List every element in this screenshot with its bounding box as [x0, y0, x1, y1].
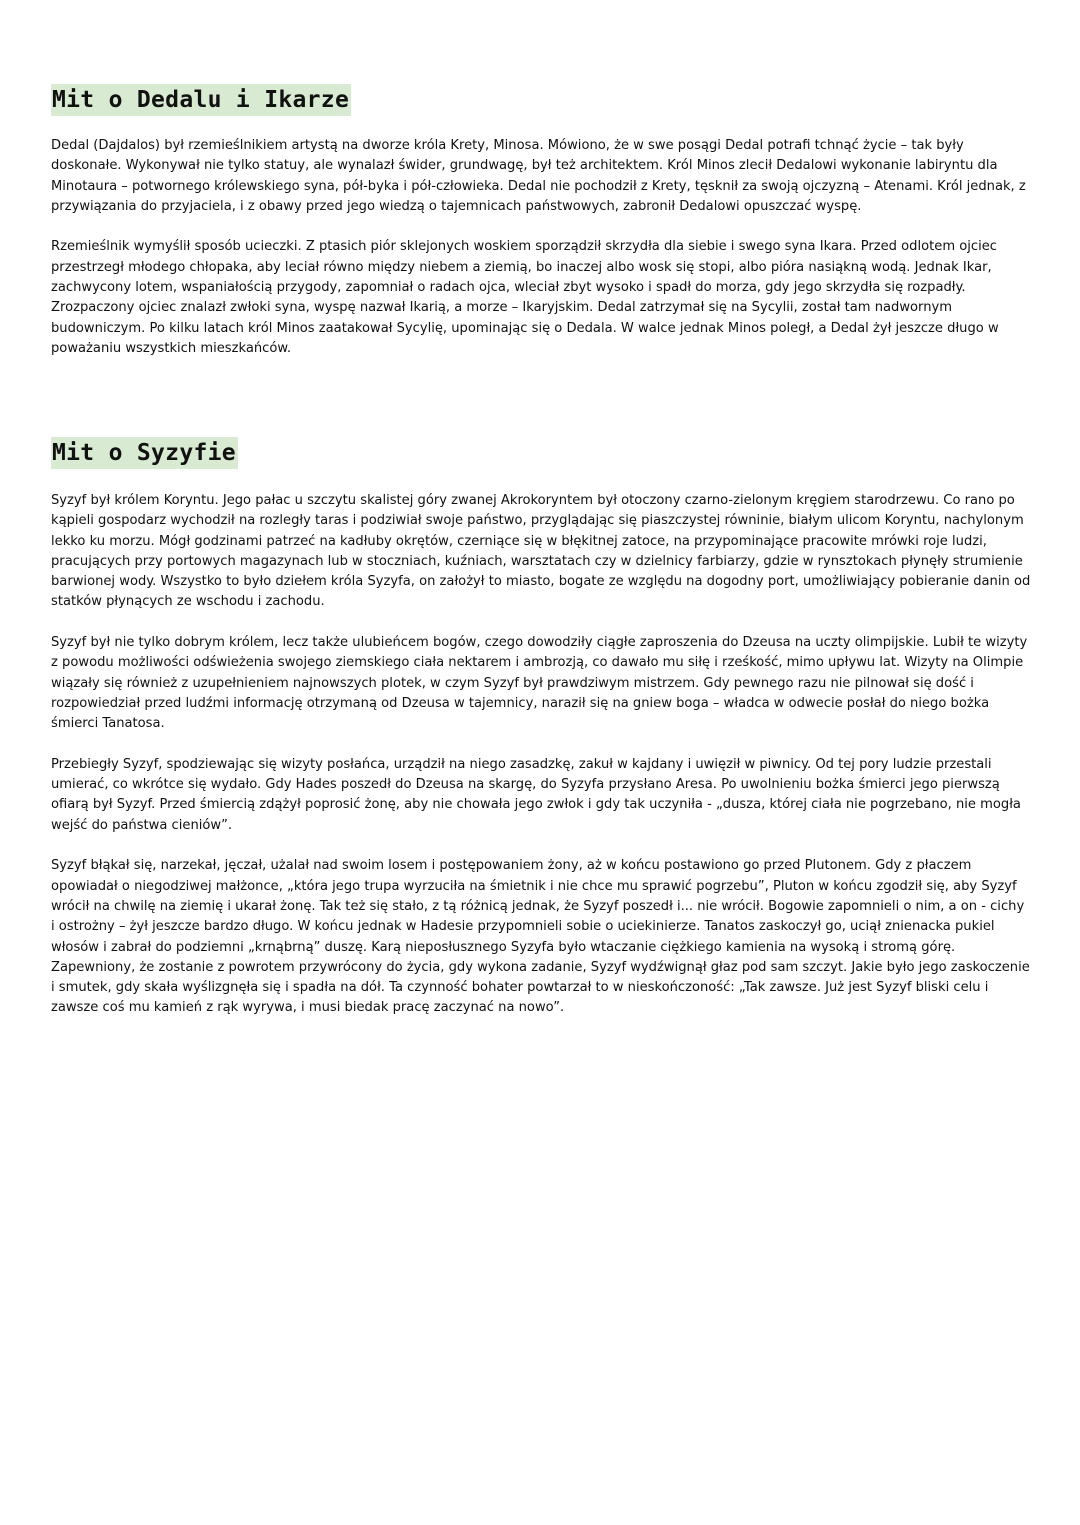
section-syzyf	[51, 437, 1031, 1019]
paragraph: Dedal (Dajdalos) był rzemieślnikiem artystą na dworze króla Krety, Minosa. Mówiono, że w swe posągi Dedal potrafi tchnąć życie – tak były doskonałe. Wykonywał nie tylko statuy, ale wynalazł świder, grundwagę, był też architektem. Król Minos zlecił Dedalowi wykonanie labiryntu dla Minotaura – potwornego królewskiego syna, pół-byka i pół-człowieka. Dedal nie pochodził z Krety, tęsknił za swoją ojczyzną – Atenami. Król jednak, z przywiązania do przyjaciela, i z obawy przed jego wiedzą o tajemnicach państwowych, zabronił Dedalowi opuszczać wyspę.	[51, 138, 1026, 214]
section-title: Mit o Dedalu i Ikarze	[51, 84, 351, 116]
section-title: Mit o Syzyfie	[51, 437, 238, 469]
section-dedal-ikar	[51, 84, 1031, 359]
paragraph: Syzyf był królem Koryntu. Jego pałac u szczytu skalistej góry zwanej Akrokoryntem był otoczony czarno-zielonym kręgiem starodrzewu. Co rano po kąpieli gospodarz wychodził na rozległy taras i podziwiał swoje państwo, przyglądając się piaszczystej równinie, białym ulicom Koryntu, nachylonym lekko ku morzu. Mógł godzinami patrzeć na kadłuby okrętów, czerniące się w błękitnej zatoce, na przypominające pracowite mrówki roje ludzi, pracujących przy portowych magazynach lub w stoczniach, kuźniach, warsztatach czy w dzielnicy farbiarzy, gdzie w rynsztokach płynęły strumienie barwionej wody. Wszystko to było dziełem króla Syzyfa, on założył to miasto, bogate ze względu na dogodny port, umożliwiający pobieranie danin od statków płynących ze wschodu i zachodu.	[51, 493, 1031, 610]
paragraph: Przebiegły Syzyf, spodziewając się wizyty posłańca, urządził na niego zasadzkę, zakuł w kajdany i uwięził w piwnicy. Od tej pory ludzie przestali umierać, co wkrótce się wydało. Gdy Hades poszedł do Dzeusa na skargę, do Syzyfa przysłano Aresa. Po uwolnieniu bożka śmierci jego pierwszą ofiarą był Syzyf. Przed śmiercią zdążył poprosić żonę, aby nie chowała jego zwłok i gdy tak uczyniła - „dusza, której ciała nie pogrzebano, nie mogła wejść do państwa cieniów”.	[51, 756, 1021, 833]
paragraph: Syzyf był nie tylko dobrym królem, lecz także ulubieńcem bogów, czego dowodziły ciągłe zaproszenia do Dzeusa na uczty olimpijskie. Lubił te wizyty z powodu możliwości odświeżenia swojego ziemskiego ciała nektarem i ambrozją, co dawało mu siłę i rześkość, mimo upływu lat. Wizyty na Olimpie wiązały się również z uzupełnieniem najnowszych plotek, w czym Syzyf był prawdziwym mistrzem. Gdy pewnego razu nie pilnował się dość i rozpowiedział przed ludźmi informację otrzymaną od Dzeusa w tajemnicy, naraził się na gniew boga – władca w odwecie posłał do niego bożka śmierci Tanatosa.	[51, 635, 1028, 732]
paragraph: Rzemieślnik wymyślił sposób ucieczki. Z ptasich piór sklejonych woskiem sporządził skrzydła dla siebie i swego syna Ikara. Przed odlotem ojciec przestrzegł młodego chłopaka, aby leciał równo między niebem a ziemią, bo inaczej albo wosk się stopi, albo pióra nasiąkną wodą. Jednak Ikar, zachwycony lotem, wspaniałością przygody, zapomniał o radach ojca, wleciał zbyt wysoko i spadł do morza, gdy jego skrzydła się rozpadły. Zrozpaczony ojciec znalazł zwłoki syna, wyspę nazwał Ikarią, a morze – Ikaryjskim. Dedal zatrzymał się na Sycylii, został tam nadwornym budowniczym. Po kilku latach król Minos zaatakował Sycylię, upominając się o Dedala. W walce jednak Minos poległ, a Dedal żył jeszcze długo w poważaniu wszystkich mieszkańców.	[51, 239, 999, 356]
paragraph: Syzyf błąkał się, narzekał, jęczał, użalał nad swoim losem i postępowaniem żony, aż w końcu postawiono go przed Plutonem. Gdy z płaczem opowiadał o niegodziwej małżonce, „która jego trupa wyrzuciła na śmietnik i nie chce mu sprawić pogrzebu”, Pluton w końcu zgodził się, aby Syzyf wrócił na chwilę na ziemię i ukarał żonę. Tak też się stało, z tą różnicą jednak, że Syzyf poszedł i... nie wrócił. Bogowie zapomnieli o nim, a on - cichy i ostrożny – żył jeszcze bardzo długo. W końcu jednak w Hadesie przypomnieli sobie o uciekinierze. Tanatos zaskoczył go, uciął znienacka pukiel włosów i zabrał do podziemni „krnąbrną” duszę. Karą nieposłusznego Syzyfa było wtaczanie ciężkiego kamienia na wysoką i stromą górę. Zapewniony, że zostanie z powrotem przywrócony do życia, gdy wykona zadanie, Syzyf wydźwignął głaz pod sam szczyt. Jakie było jego zaskoczenie i smutek, gdy skała wyślizgnęła się i spadła na dół. Ta czynność bohater powtarzał to w nieskończoność: „Tak zawsze. Już jest Syzyf bliski celu i zawsze coś mu kamień z rąk wyrywa, i musi biedak pracę zaczynać na nowo”.	[51, 858, 1030, 1016]
